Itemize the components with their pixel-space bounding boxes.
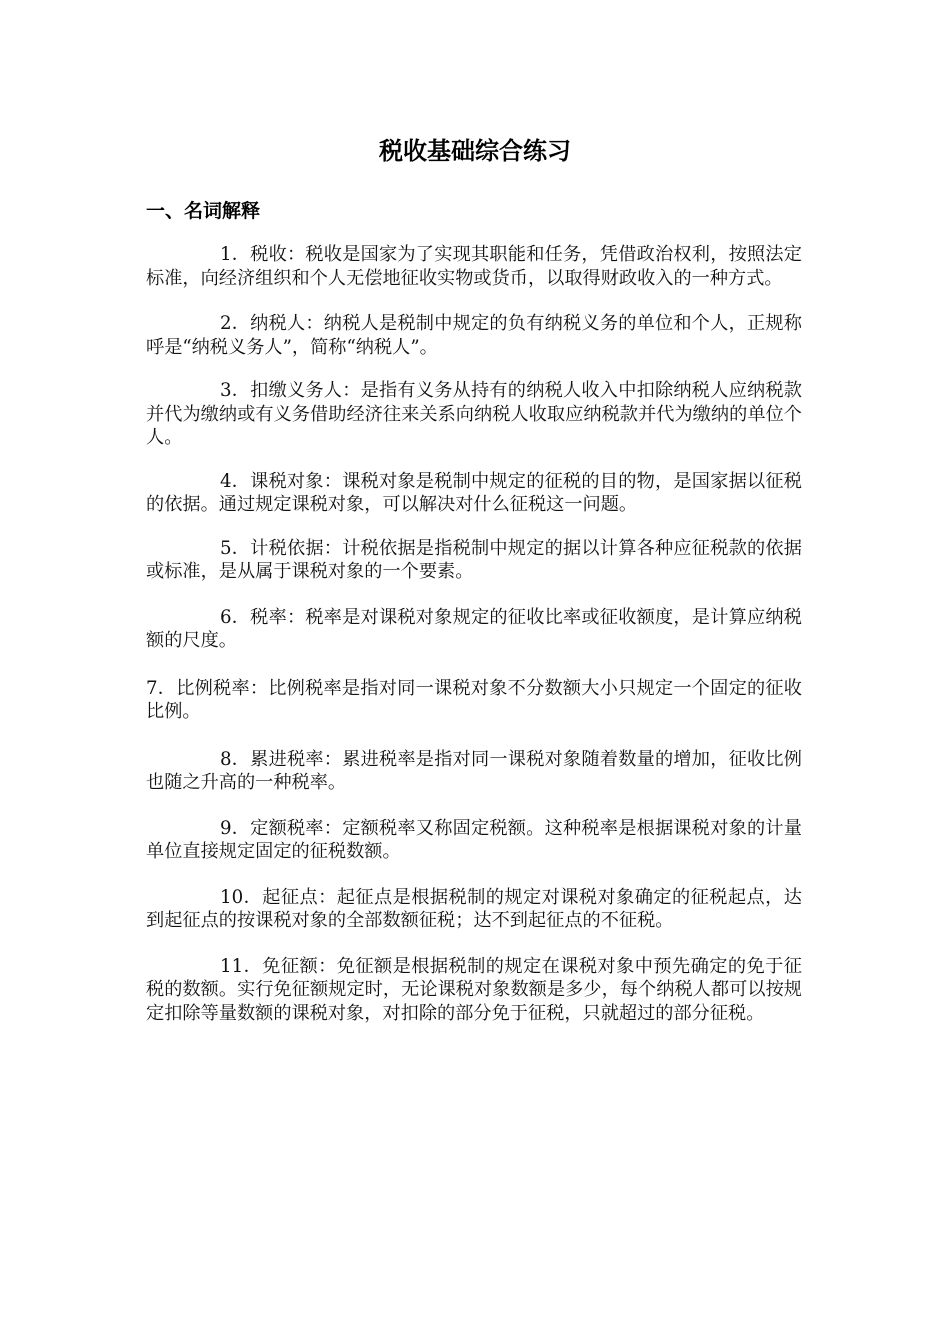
definition-paragraph-2: 2．纳税人：纳税人是税制中规定的负有纳税义务的单位和个人，正规称呼是“纳税义务人”，简称“纳税人”。 [146, 313, 802, 358]
document-body [146, 243, 802, 1047]
definition-paragraph-6: 6．税率：税率是对课税对象规定的征收比率或征收额度，是计算应纳税额的尺度。 [146, 606, 802, 651]
definition-paragraph-3: 3．扣缴义务人：是指有义务从持有的纳税人收入中扣除纳税人应纳税款并代为缴纳或有义务借助经济往来关系向纳税人收取应纳税款并代为缴纳的单位个人。 [146, 380, 802, 448]
definition-paragraph-7: 7．比例税率：比例税率是指对同一课税对象不分数额大小只规定一个固定的征收比例。 [146, 677, 802, 722]
definition-paragraph-10: 10．起征点：起征点是根据税制的规定对课税对象确定的征税起点，达到起征点的按课税对象的全部数额征税；达不到起征点的不征税。 [146, 886, 802, 931]
document-title: 税收基础综合练习 [379, 137, 571, 165]
definition-paragraph-1: 1．税收：税收是国家为了实现其职能和任务，凭借政治权利，按照法定标准，向经济组织和个人无偿地征收实物或货币，以取得财政收入的一种方式。 [146, 244, 802, 289]
definition-paragraph-11: 11．免征额：免征额是根据税制的规定在课税对象中预先确定的免于征税的数额。实行免征额规定时，无论课税对象数额是多少，每个纳税人都可以按规定扣除等量数额的课税对象，对扣除的部分免于征税，只就超过的部分征税。 [146, 955, 802, 1024]
definition-paragraph-5: 5．计税依据：计税依据是指税制中规定的据以计算各种应征税款的依据或标准，是从属于课税对象的一个要素。 [146, 537, 802, 582]
definition-paragraph-4: 4．课税对象：课税对象是税制中规定的征税的目的物，是国家据以征税的依据。通过规定课税对象，可以解决对什么征税这一问题。 [146, 470, 802, 515]
section-heading: 一、名词解释 [146, 200, 261, 222]
definition-paragraph-9: 9．定额税率：定额税率又称固定税额。这种税率是根据课税对象的计量单位直接规定固定的征税数额。 [146, 817, 802, 862]
definition-paragraph-8: 8．累进税率：累进税率是指对同一课税对象随着数量的增加，征收比例也随之升高的一种税率。 [146, 748, 802, 793]
